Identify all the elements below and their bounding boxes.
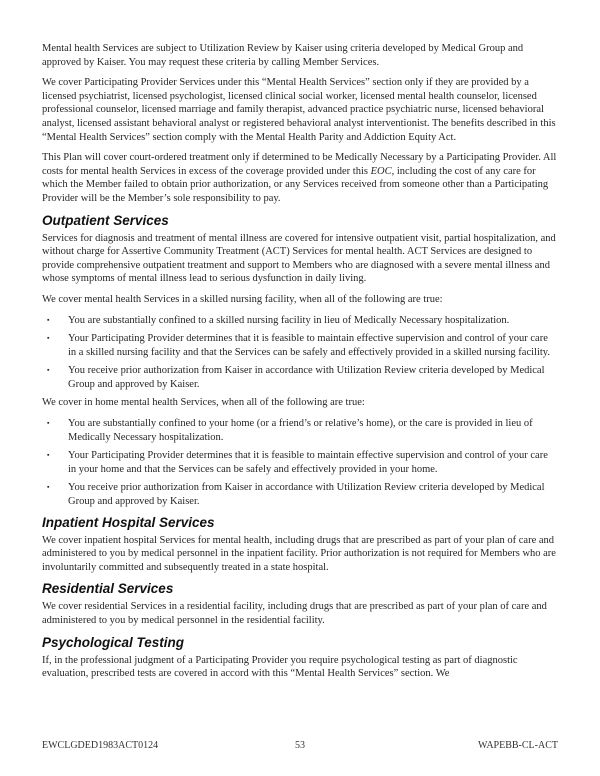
eoc-italic-term: EOC	[370, 165, 392, 177]
page-content	[42, 42, 558, 688]
section-heading-outpatient-services: Outpatient Services	[42, 212, 169, 228]
paragraph-fragment: , including the cost of any care for which the Member failed to obtain prior authorization, or any Services received from someone other than a Participating Provider will be the Member’s sole responsibility to pay.	[42, 165, 549, 204]
paragraph-residential: We cover residential Services in a residential facility, including drugs that are prescribed as part of your plan of care and administered to you by medical personnel in the residential facility.	[42, 601, 547, 626]
paragraph-utilization-review: Mental health Services are subject to Utilization Review by Kaiser using criteria developed by Medical Group and approved by Kaiser. You may request these criteria by calling Member Services.	[42, 43, 524, 68]
bullet-icon: ▪	[47, 334, 50, 343]
page-number: 53	[295, 740, 305, 751]
paragraph-outpatient-intro: Services for diagnosis and treatment of mental illness are covered for intensive outpatient visit, partial hospitalization, and without charge for Assertive Community Treatment (ACT) Services for mental health. ACT Services are designed to provide comprehensive outpatient treatment and support to Members who are diagnosed with a severe mental illness and whose symptoms of mental illness lead to serious dysfunction in daily living.	[42, 232, 556, 285]
bullet-icon: ▪	[47, 366, 50, 375]
list-item-text: Your Participating Provider determines that it is feasible to maintain effective supervision and control of your care in your home and that the Services can be safely and effectively provided in your home.	[68, 450, 548, 475]
list-item-text: Your Participating Provider determines that it is feasible to maintain effective supervision and control of your care in a skilled nursing facility and that the Services can be safely and effectively provided in a skilled nursing facility.	[68, 333, 550, 358]
section-heading-residential-services: Residential Services	[42, 581, 174, 597]
list-item	[42, 481, 558, 508]
list-item	[42, 449, 558, 476]
list-item-text: You receive prior authorization from Kaiser in accordance with Utilization Review criteria developed by Medical Group and approved by Kaiser.	[68, 482, 545, 508]
list-item	[42, 314, 558, 328]
paragraph-psychological-testing: If, in the professional judgment of a Participating Provider you require psychological testing as part of diagnostic evaluation, prescribed tests are covered in accord with this “Mental Health Services” section. We	[42, 654, 518, 680]
bullet-icon: ▪	[47, 483, 50, 492]
list-item-text: You are substantially confined to your home (or a friend’s or relative’s home), or the care is provided in lieu of Medically Necessary hospitalization.	[68, 418, 533, 443]
bullet-icon: ▪	[47, 315, 50, 324]
paragraph-court-ordered	[42, 151, 558, 205]
list-item	[42, 332, 558, 359]
section-heading-inpatient-hospital-services: Inpatient Hospital Services	[42, 514, 215, 530]
bullet-icon: ▪	[47, 419, 50, 428]
list-item-text: You receive prior authorization from Kaiser in accordance with Utilization Review criteria developed by Medical Group and approved by Kaiser.	[68, 365, 545, 390]
skilled-nursing-bullet-list	[42, 314, 558, 392]
paragraph-home-intro: We cover in home mental health Services, when all of the following are true:	[42, 397, 365, 409]
paragraph-inpatient: We cover inpatient hospital Services for mental health, including drugs that are prescribed as part of your plan of care and administered to you by medical personnel in the inpatient facility. Prior authorization is not required for Members who are involuntarily committed and subsequently treated in a state hospital.	[42, 534, 556, 573]
footer-plan-code: WAPEBB-CL-ACT	[478, 740, 558, 751]
footer-document-code: EWCLGDED1983ACT0124	[42, 740, 159, 751]
page-footer	[42, 740, 558, 752]
home-services-bullet-list	[42, 417, 558, 509]
paragraph-participating-providers: We cover Participating Provider Services under this “Mental Health Services” section only if they are provided by a licensed psychiatrist, licensed psychologist, licensed clinical social worker, licensed mental health counselor, licensed professional counselor, licensed marriage and family therapist, advanced practice psychiatric nurse, licensed behavioral analyst, licensed assistant behavioral analyst or registered behavioral analyst interventionist. The benefits described in this “Mental Health Services” section comply with the Mental Health Parity and Addiction Equity Act.	[42, 77, 556, 143]
bullet-icon: ▪	[47, 451, 50, 460]
paragraph-fragment: This Plan will cover court-ordered treatment only if determined to be Medically Necessary by a Participating Provider. All costs for mental health Services in excess of the coverage provided under this	[42, 152, 557, 177]
list-item	[42, 364, 558, 391]
paragraph-snf-intro: We cover mental health Services in a skilled nursing facility, when all of the following are true:	[42, 293, 443, 305]
list-item	[42, 417, 558, 444]
list-item-text: You are substantially confined to a skilled nursing facility in lieu of Medically Necessary hospitalization.	[68, 314, 510, 326]
section-heading-psychological-testing: Psychological Testing	[42, 634, 185, 650]
